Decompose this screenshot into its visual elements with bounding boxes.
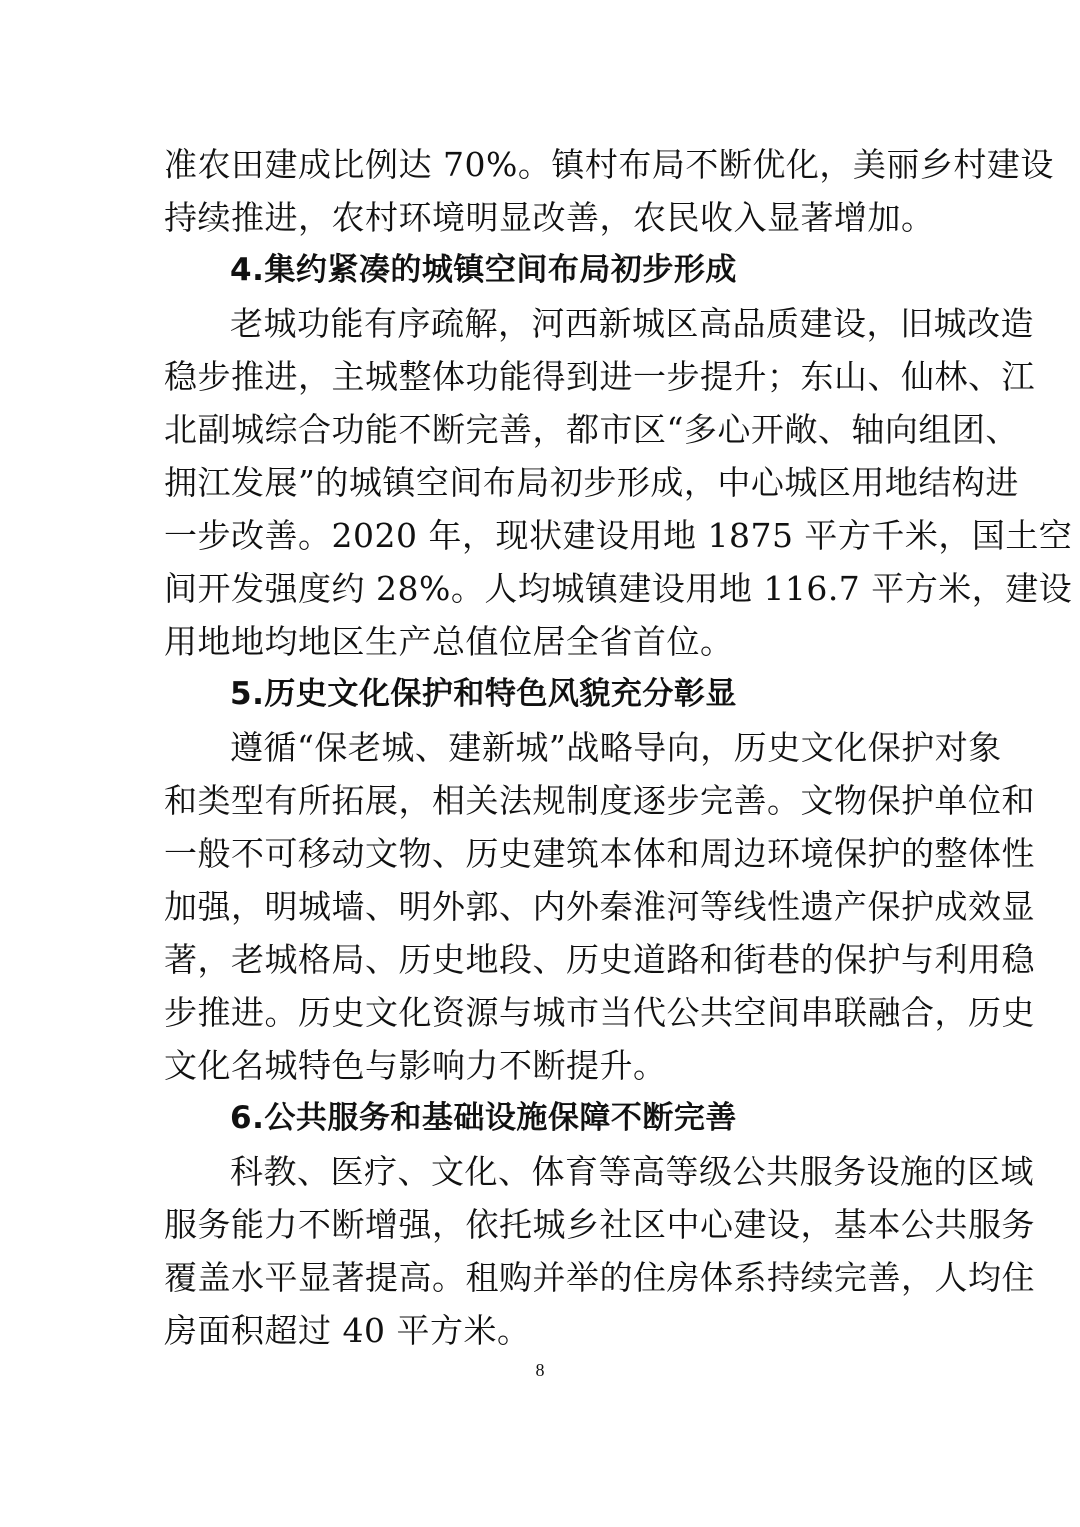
body-line: 间开发强度约 28%。人均城镇建设用地 116.7 平方米，建设 — [164, 569, 1073, 608]
body-line: 房面积超过 40 平方米。 — [164, 1311, 531, 1350]
body-line: 老城功能有序疏解，河西新城区高品质建设，旧城改造 — [230, 304, 1034, 343]
body-line: 遵循“保老城、建新城”战略导向，历史文化保护对象 — [230, 728, 1002, 767]
body-line: 步推进。历史文化资源与城市当代公共空间串联融合，历史 — [164, 993, 1035, 1032]
body-line: 和类型有所拓展，相关法规制度逐步完善。文物保护单位和 — [164, 781, 1035, 820]
document-body — [164, 138, 1073, 1357]
body-line: 服务能力不断增强，依托城乡社区中心建设，基本公共服务 — [164, 1205, 1035, 1244]
body-line: 科教、医疗、文化、体育等高等级公共服务设施的区域 — [230, 1152, 1034, 1191]
body-line: 准农田建成比例达 70%。镇村布局不断优化，美丽乡村建设 — [164, 145, 1054, 184]
body-line: 一般不可移动文物、历史建筑本体和周边环境保护的整体性 — [164, 834, 1035, 873]
section-heading-5: 5.历史文化保护和特色风貌充分彰显 — [230, 676, 737, 712]
body-line: 北副城综合功能不断完善，都市区“多心开敞、轴向组团、 — [164, 410, 1019, 449]
page-number: 8 — [535, 1360, 545, 1380]
body-line: 著，老城格局、历史地段、历史道路和街巷的保护与利用稳 — [164, 940, 1035, 979]
section-heading-6: 6.公共服务和基础设施保障不断完善 — [230, 1100, 737, 1136]
body-line: 稳步推进，主城整体功能得到进一步提升；东山、仙林、江 — [164, 357, 1035, 396]
body-line: 文化名城特色与影响力不断提升。 — [164, 1046, 667, 1085]
body-line: 加强，明城墙、明外郭、内外秦淮河等线性遗产保护成效显 — [164, 887, 1035, 926]
body-line: 覆盖水平显著提高。租购并举的住房体系持续完善，人均住 — [164, 1258, 1035, 1297]
body-line: 持续推进，农村环境明显改善，农民收入显著增加。 — [164, 198, 935, 237]
body-line: 用地地均地区生产总值位居全省首位。 — [164, 622, 734, 661]
section-heading-4: 4.集约紧凑的城镇空间布局初步形成 — [230, 252, 737, 288]
body-line: 拥江发展”的城镇空间布局初步形成，中心城区用地结构进 — [164, 463, 1019, 502]
body-line: 一步改善。2020 年，现状建设用地 1875 平方千米，国土空 — [164, 516, 1073, 555]
